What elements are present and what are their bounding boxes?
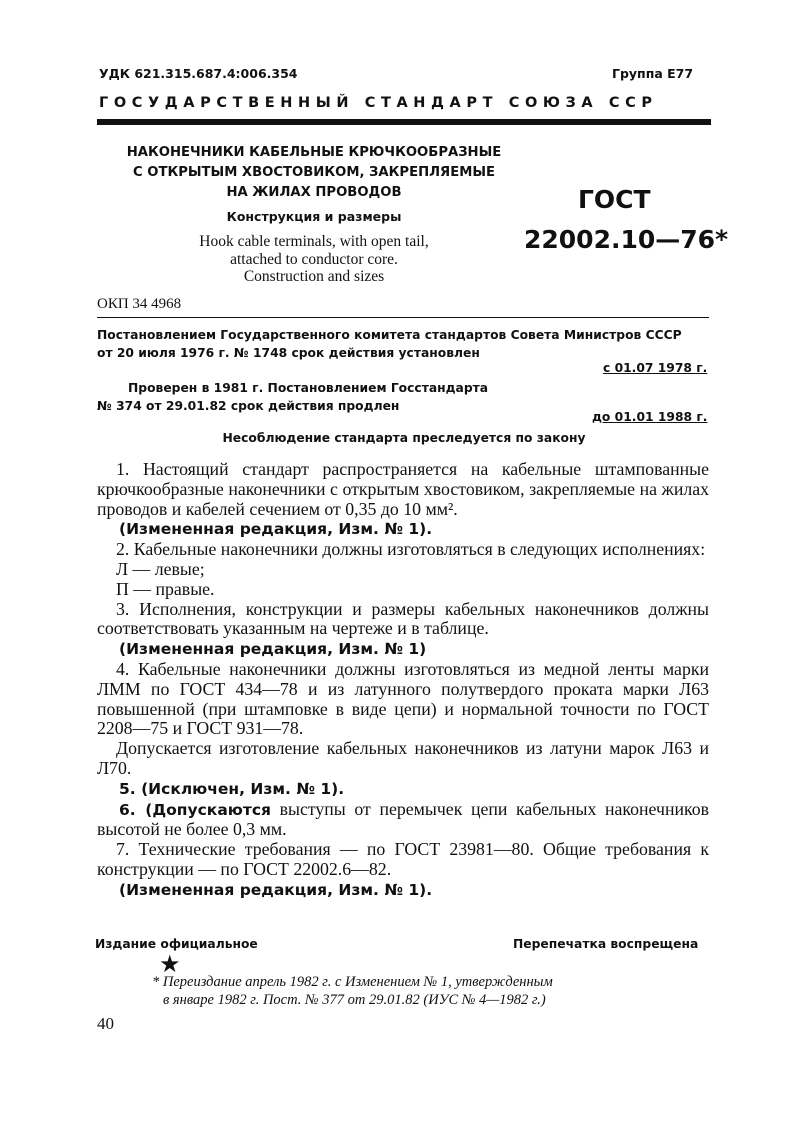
clause-3: 3. Исполнения, конструкции и размеры кабельных наконечников должны соответствовать указанным на чертеже и в таблице.	[97, 598, 709, 639]
document-title	[100, 143, 528, 203]
decree-line-2: от 20 июля 1976 г. № 1748 срок действия установлен	[97, 346, 480, 360]
decree-line-1: Постановлением Государственного комитета стандартов Совета Министров СССР	[97, 328, 682, 342]
gost-label: ГОСТ	[578, 185, 651, 214]
clause-5: 5. (Исключен, Изм. № 1).	[119, 779, 345, 798]
clause-6: 6. (Допускаются выступы от перемычек цепи кабельных наконечников высотой не более 0,3 мм.	[97, 798, 709, 840]
english-line-1: Hook cable terminals, with open tail,	[199, 233, 429, 250]
english-line-2: attached to conductor core.	[230, 250, 398, 268]
page-number: 40	[97, 1014, 114, 1033]
standard-banner: ГОСУДАРСТВЕННЫЙ СТАНДАРТ СОЮЗА ССР	[99, 95, 658, 111]
footnote-line-1: * Переиздание апрель 1982 г. с Изменением № 1, утвержденным	[152, 974, 553, 990]
official-edition: Издание официальное	[95, 937, 258, 951]
standard-body	[97, 460, 709, 901]
effective-date: с 01.07 1978 г.	[603, 361, 708, 375]
title-line-3: НА ЖИЛАХ ПРОВОДОВ	[226, 185, 402, 200]
okp-rule	[97, 317, 709, 318]
clause-7: 7. Технические требования — по ГОСТ 23981—80. Общие требования к конструкции — по ГОСТ 22002.6—82.	[97, 839, 709, 879]
legal-warning: Несоблюдение стандарта преследуется по закону	[222, 431, 586, 445]
clause-1: 1. Настоящий стандарт распространяется на кабельные штампованные крючкообразные наконечники с открытым хвостовиком, закрепляемые на жилах проводов и кабелей сечением от 0,35 до 10 мм².	[97, 459, 709, 519]
clause-4: 4. Кабельные наконечники должны изготовляться из медной ленты марки ЛММ по ГОСТ 434—78 и из латунного полутвердого проката марки Л63 повышенной (при штамповке в виде цепи) и нормальной точности по ГОСТ 2208—75 и ГОСТ 931—78.	[97, 658, 709, 739]
clause-2-right: П — правые.	[116, 578, 215, 599]
header-rule	[97, 119, 711, 125]
amendment-note-1: (Измененная редакция, Изм. № 1).	[119, 520, 433, 539]
decree-text	[97, 326, 711, 362]
clause-2: 2. Кабельные наконечники должны изготовляться в следующих исполнениях:	[116, 539, 706, 560]
clause-2-left: Л — левые;	[116, 558, 205, 579]
english-line-3: Construction and sizes	[243, 268, 385, 285]
document-subtitle: Конструкция и размеры	[226, 209, 402, 224]
reissue-footnote	[152, 973, 652, 1009]
clause-4-extra: Допускается изготовление кабельных наконечников из латуни марок Л63 и Л70.	[97, 738, 709, 778]
english-title	[100, 233, 528, 286]
amendment-note-2: (Измененная редакция, Изм. № 1)	[119, 640, 427, 659]
verified-line-1: Проверен в 1981 г. Постановлением Госстандарта	[128, 381, 489, 395]
title-line-1: НАКОНЕЧНИКИ КАБЕЛЬНЫЕ КРЮЧКООБРАЗНЫЕ	[126, 145, 502, 160]
extended-date: до 01.01 1988 г.	[592, 410, 708, 424]
udk-code: УДК 621.315.687.4:006.354	[99, 66, 298, 81]
gost-number: 22002.10—76*	[524, 225, 729, 254]
group-code: Группа Е77	[612, 66, 694, 81]
reprint-prohibited: Перепечатка воспрещена	[513, 937, 699, 951]
star-icon: ★	[159, 950, 181, 978]
footnote-line-2: в январе 1982 г. Пост. № 377 от 29.01.82 (ИУС № 4—1982 г.)	[163, 992, 546, 1008]
title-line-2: С ОТКРЫТЫМ ХВОСТОВИКОМ, ЗАКРЕПЛЯЕМЫЕ	[132, 165, 496, 180]
verified-line-2: № 374 от 29.01.82 срок действия продлен	[97, 399, 400, 413]
okp-code: ОКП 34 4968	[97, 296, 182, 312]
amendment-note-3: (Измененная редакция, Изм. № 1).	[119, 880, 433, 899]
